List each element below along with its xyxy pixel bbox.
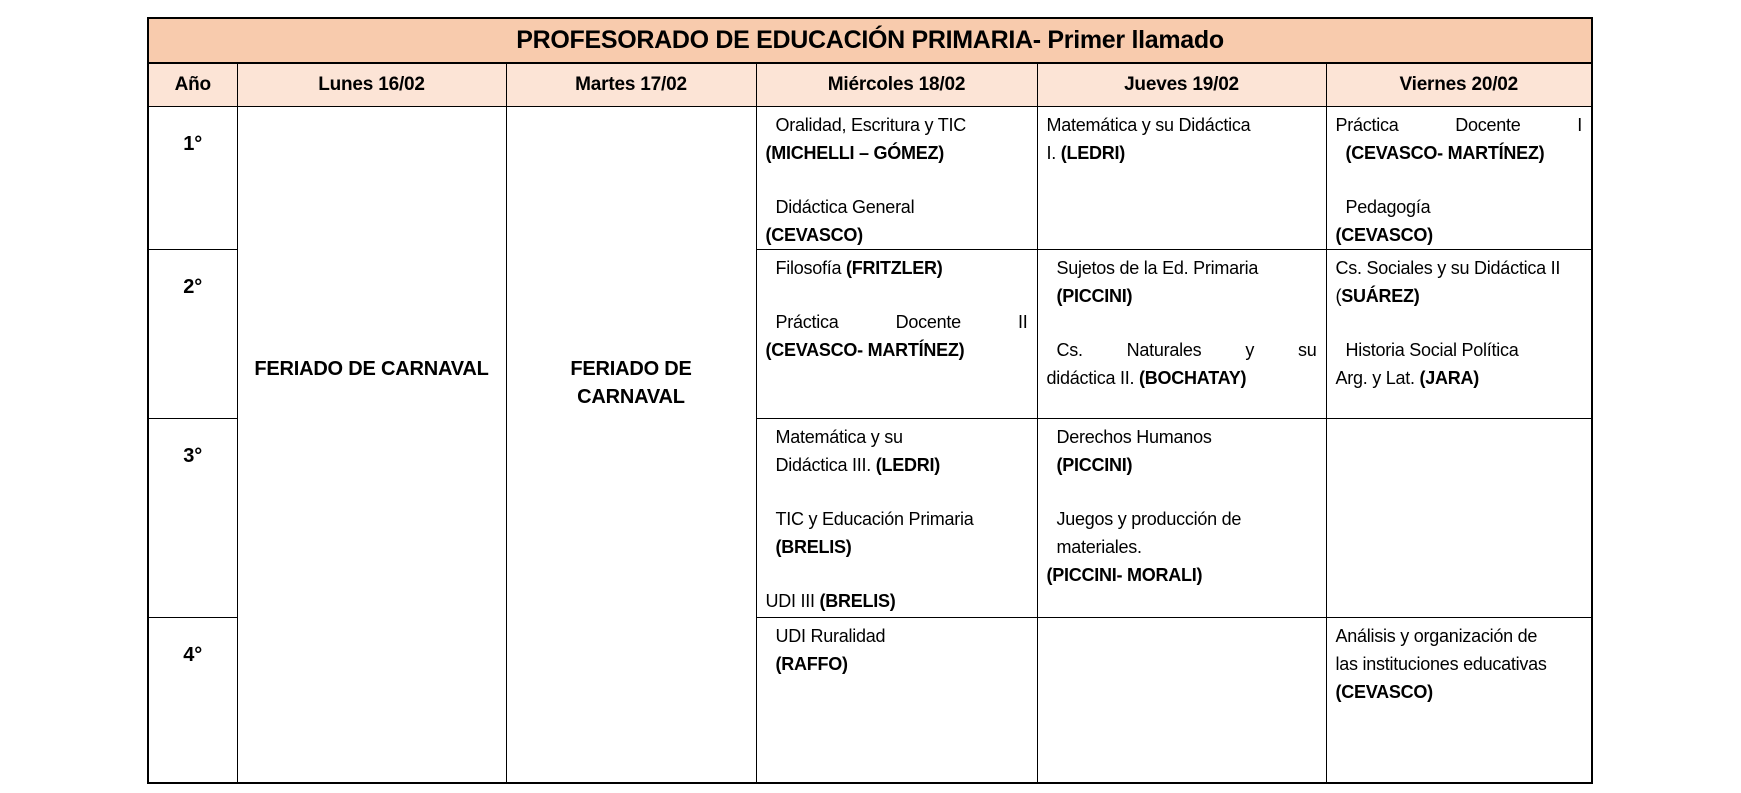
professor-name: (JARA) [1419, 367, 1480, 388]
professor-name: (CEVASCO- MARTÍNEZ) [765, 339, 965, 360]
subject-line [1057, 282, 1317, 310]
line-gap [1047, 310, 1317, 336]
schedule-cell-4-jueves [1037, 617, 1326, 783]
subject-text: y [1245, 339, 1255, 360]
line-gap [1336, 310, 1583, 336]
subject-line-justified [1336, 111, 1583, 139]
year-cell-4: 4° [148, 617, 237, 783]
subject-text: Cs. [1056, 339, 1083, 360]
subject-text: Sujetos de la Ed. Primaria [1056, 257, 1259, 278]
professor-name: (CEVASCO- MARTÍNEZ) [1345, 142, 1545, 163]
subject-line [1336, 622, 1583, 650]
subject-line [1057, 423, 1317, 451]
subject-line [1057, 451, 1317, 479]
col-header-viernes: Viernes 20/02 [1326, 63, 1592, 106]
col-header-lunes: Lunes 16/02 [237, 63, 506, 106]
subject-text: Historia Social Política [1345, 339, 1519, 360]
professor-name: (PICCINI) [1056, 285, 1133, 306]
subject-line [766, 336, 1028, 364]
subject-line [1346, 139, 1583, 167]
subject-text: Naturales [1126, 339, 1202, 360]
col-header-jueves: Jueves 19/02 [1037, 63, 1326, 106]
subject-line [1057, 254, 1317, 282]
table-title: PROFESORADO DE EDUCACIÓN PRIMARIA- Primer llamado [148, 18, 1592, 63]
holiday-cell-martes: FERIADO DE CARNAVAL [506, 106, 756, 783]
schedule-cell-3-jueves [1037, 418, 1326, 617]
subject-line [1346, 336, 1583, 364]
professor-name: (LEDRI) [1060, 142, 1126, 163]
professor-name: (PICCINI- MORALI) [1046, 564, 1203, 585]
subject-line [776, 111, 1028, 139]
professor-name: (LEDRI) [875, 454, 941, 475]
subject-text: Didáctica General [775, 196, 915, 217]
line-gap [766, 561, 1028, 587]
subject-text: Matemática y su Didáctica [1046, 114, 1251, 135]
subject-line [1057, 533, 1317, 561]
subject-line [1346, 193, 1583, 221]
professor-name: SUÁREZ) [1341, 285, 1420, 306]
subject-line [1336, 282, 1583, 310]
subject-text: I [1577, 114, 1583, 135]
subject-text: UDI Ruralidad [775, 625, 886, 646]
subject-line [1336, 221, 1583, 249]
subject-text: Práctica [1335, 114, 1399, 135]
schedule-cell-3-viernes [1326, 418, 1592, 617]
professor-name: (RAFFO) [775, 653, 848, 674]
subject-line [1336, 650, 1583, 678]
professor-name: (CEVASCO) [1335, 224, 1433, 245]
subject-text: Matemática y su [775, 426, 903, 447]
schedule-cell-1-jueves [1037, 106, 1326, 249]
subject-text: Oralidad, Escritura y TIC [775, 114, 966, 135]
subject-line [766, 139, 1028, 167]
subject-line [776, 622, 1028, 650]
subject-line [776, 650, 1028, 678]
line-gap [1336, 167, 1583, 193]
year-cell-2: 2° [148, 249, 237, 418]
subject-text: I. [1046, 142, 1061, 163]
col-header-martes: Martes 17/02 [506, 63, 756, 106]
schedule-cell-2-jueves [1037, 249, 1326, 418]
subject-text: las instituciones educativas [1335, 653, 1547, 674]
subject-text: materiales. [1056, 536, 1142, 557]
schedule-cell-1-miercoles [756, 106, 1037, 249]
subject-text: Derechos Humanos [1056, 426, 1212, 447]
schedule-cell-4-viernes [1326, 617, 1592, 783]
subject-text: II [1017, 311, 1028, 332]
subject-line [1047, 111, 1317, 139]
professor-name: (BOCHATAY) [1139, 367, 1247, 388]
subject-line [1336, 254, 1583, 282]
col-header-ano: Año [148, 63, 237, 106]
subject-text: Análisis y organización de [1335, 625, 1538, 646]
line-gap [766, 167, 1028, 193]
day-header-row [148, 63, 1592, 106]
subject-text: Arg. y Lat. [1335, 367, 1420, 388]
subject-line [1336, 364, 1583, 392]
subject-text: didáctica II. [1046, 367, 1140, 388]
line-gap [766, 282, 1028, 308]
subject-text: Práctica [775, 311, 839, 332]
subject-text: Docente [895, 311, 961, 332]
subject-text: UDI III [765, 590, 820, 611]
subject-text: Pedagogía [1345, 196, 1431, 217]
professor-name: (PICCINI) [1056, 454, 1133, 475]
subject-text: TIC y Educación Primaria [775, 508, 974, 529]
subject-line [776, 193, 1028, 221]
schedule-cell-2-viernes [1326, 249, 1592, 418]
subject-line [776, 505, 1028, 533]
subject-line [776, 423, 1028, 451]
year-cell-1: 1° [148, 106, 237, 249]
subject-text: ( [1335, 285, 1342, 306]
subject-text: Cs. Sociales y su Didáctica II [1335, 257, 1561, 278]
holiday-cell-lunes: FERIADO DE CARNAVAL [237, 106, 506, 783]
schedule-cell-1-viernes [1326, 106, 1592, 249]
col-header-miercoles: Miércoles 18/02 [756, 63, 1037, 106]
subject-text: su [1297, 339, 1317, 360]
subject-line [766, 587, 1028, 615]
row-year-1 [148, 106, 1592, 249]
professor-name: (FRITZLER) [846, 257, 943, 278]
subject-line [776, 533, 1028, 561]
subject-line-justified [1057, 336, 1317, 364]
subject-line [1047, 139, 1317, 167]
subject-text: Docente [1455, 114, 1521, 135]
professor-name: (CEVASCO) [1335, 681, 1433, 702]
professor-name: (BRELIS) [775, 536, 852, 557]
professor-name: (CEVASCO) [765, 224, 863, 245]
subject-line [1047, 364, 1317, 392]
professor-name: (BRELIS) [819, 590, 896, 611]
line-gap [766, 479, 1028, 505]
schedule-table [147, 17, 1593, 784]
subject-text: Juegos y producción de [1056, 508, 1242, 529]
subject-line [776, 254, 1028, 282]
subject-line [1047, 561, 1317, 589]
subject-text: Didáctica III. [775, 454, 876, 475]
schedule-cell-2-miercoles [756, 249, 1037, 418]
subject-line [766, 221, 1028, 249]
subject-text: Filosofía [775, 257, 847, 278]
schedule-cell-3-miercoles [756, 418, 1037, 617]
subject-line [1336, 678, 1583, 706]
schedule-cell-4-miercoles [756, 617, 1037, 783]
subject-line [776, 451, 1028, 479]
title-row [148, 18, 1592, 63]
subject-line [1057, 505, 1317, 533]
professor-name: (MICHELLI – GÓMEZ) [765, 142, 944, 163]
line-gap [1047, 479, 1317, 505]
subject-line-justified [776, 308, 1028, 336]
year-cell-3: 3° [148, 418, 237, 617]
